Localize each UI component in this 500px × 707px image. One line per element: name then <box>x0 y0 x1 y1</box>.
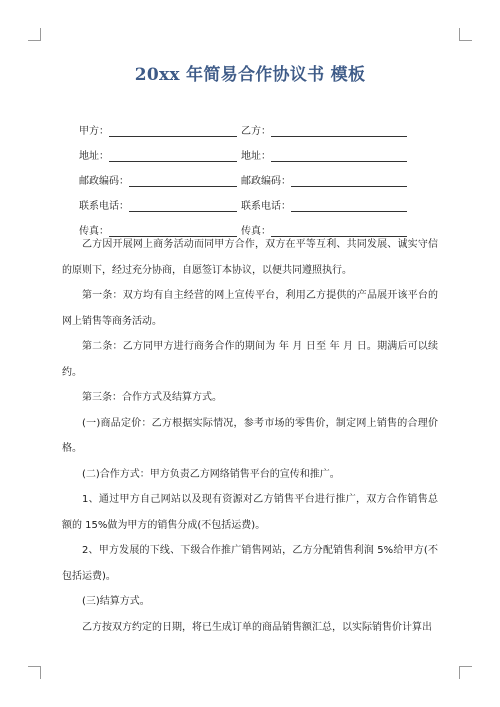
paragraph-article-1: 第一条：双方均有自主经营的网上宣传平台，利用乙方提供的产品展开该平台的网上销售等商务活动。 <box>62 290 438 327</box>
field-row-address <box>79 137 419 162</box>
agreement-body <box>62 232 438 640</box>
party-a-postcode-blank[interactable] <box>129 175 237 187</box>
field-row-party <box>79 112 419 137</box>
party-a-address-blank[interactable] <box>109 150 237 162</box>
paragraph-cooperation-mode: (二)合作方式：甲方负责乙方网络销售平台的宣传和推广。 <box>82 468 340 480</box>
field-row-postcode <box>79 162 419 187</box>
party-info-fields <box>79 112 419 237</box>
paragraph-settlement: (三)结算方式。 <box>82 596 150 607</box>
party-b-address-blank[interactable] <box>271 150 407 162</box>
paragraph-pricing: (一)商品定价：乙方根据实际情况，参考市场的零售价，制定网上销售的合理价格。 <box>62 417 438 454</box>
party-a-address-label: 地址： <box>79 151 109 162</box>
party-b-address-field <box>241 147 411 162</box>
party-a-fax-label: 传真： <box>79 226 109 237</box>
party-b-postcode-label: 邮政编码： <box>241 176 291 187</box>
paragraph-preamble: 乙方因开展网上商务活动而同甲方合作，双方在平等互利、共同发展、诚实守信的原则下，经过充分协商，自愿签订本协议，以便共同遵照执行。 <box>62 239 438 276</box>
party-a-field <box>79 122 241 137</box>
party-b-fax-label: 传真： <box>241 226 271 237</box>
party-a-phone-label: 联系电话： <box>79 201 129 212</box>
party-b-blank[interactable] <box>271 125 407 137</box>
paragraph-settlement-detail: 乙方按双方约定的日期，将已生成订单的商品销售额汇总，以实际销售价计算出 <box>82 621 432 633</box>
crop-mark-top-right <box>459 28 472 41</box>
crop-mark-bottom-right <box>459 666 472 679</box>
party-b-address-label: 地址： <box>241 151 271 162</box>
party-b-phone-field <box>241 197 411 212</box>
party-a-label: 甲方： <box>79 126 109 137</box>
crop-mark-top-left <box>28 28 41 41</box>
paragraph-item-2: 2、甲方发展的下线、下级合作推广销售网站，乙方分配销售利润 5%给甲方(不包括运费)。 <box>62 545 438 582</box>
party-b-phone-blank[interactable] <box>291 200 407 212</box>
field-row-phone <box>79 187 419 212</box>
crop-mark-bottom-left <box>28 666 41 679</box>
party-b-label: 乙方： <box>241 126 271 137</box>
party-a-postcode-field <box>79 172 241 187</box>
party-a-address-field <box>79 147 241 162</box>
party-a-blank[interactable] <box>109 125 237 137</box>
document-title: 20xx 年简易合作协议书 模板 <box>134 65 366 85</box>
party-b-postcode-field <box>241 172 411 187</box>
party-a-postcode-label: 邮政编码： <box>79 176 129 187</box>
party-b-postcode-blank[interactable] <box>291 175 407 187</box>
party-a-phone-field <box>79 197 241 212</box>
paragraph-item-1: 1、通过甲方自己网站以及现有资源对乙方销售平台进行推广，双方合作销售总额的 15%做为甲方的销售分成(不包括运费)。 <box>62 494 438 531</box>
party-b-field <box>241 122 411 137</box>
party-b-phone-label: 联系电话： <box>241 201 291 212</box>
paragraph-article-2: 第二条：乙方同甲方进行商务合作的期间为 年 月 日至 年 月 日。期满后可以续约。 <box>62 341 438 378</box>
party-a-phone-blank[interactable] <box>129 200 237 212</box>
paragraph-article-3: 第三条：合作方式及结算方式。 <box>82 392 222 403</box>
